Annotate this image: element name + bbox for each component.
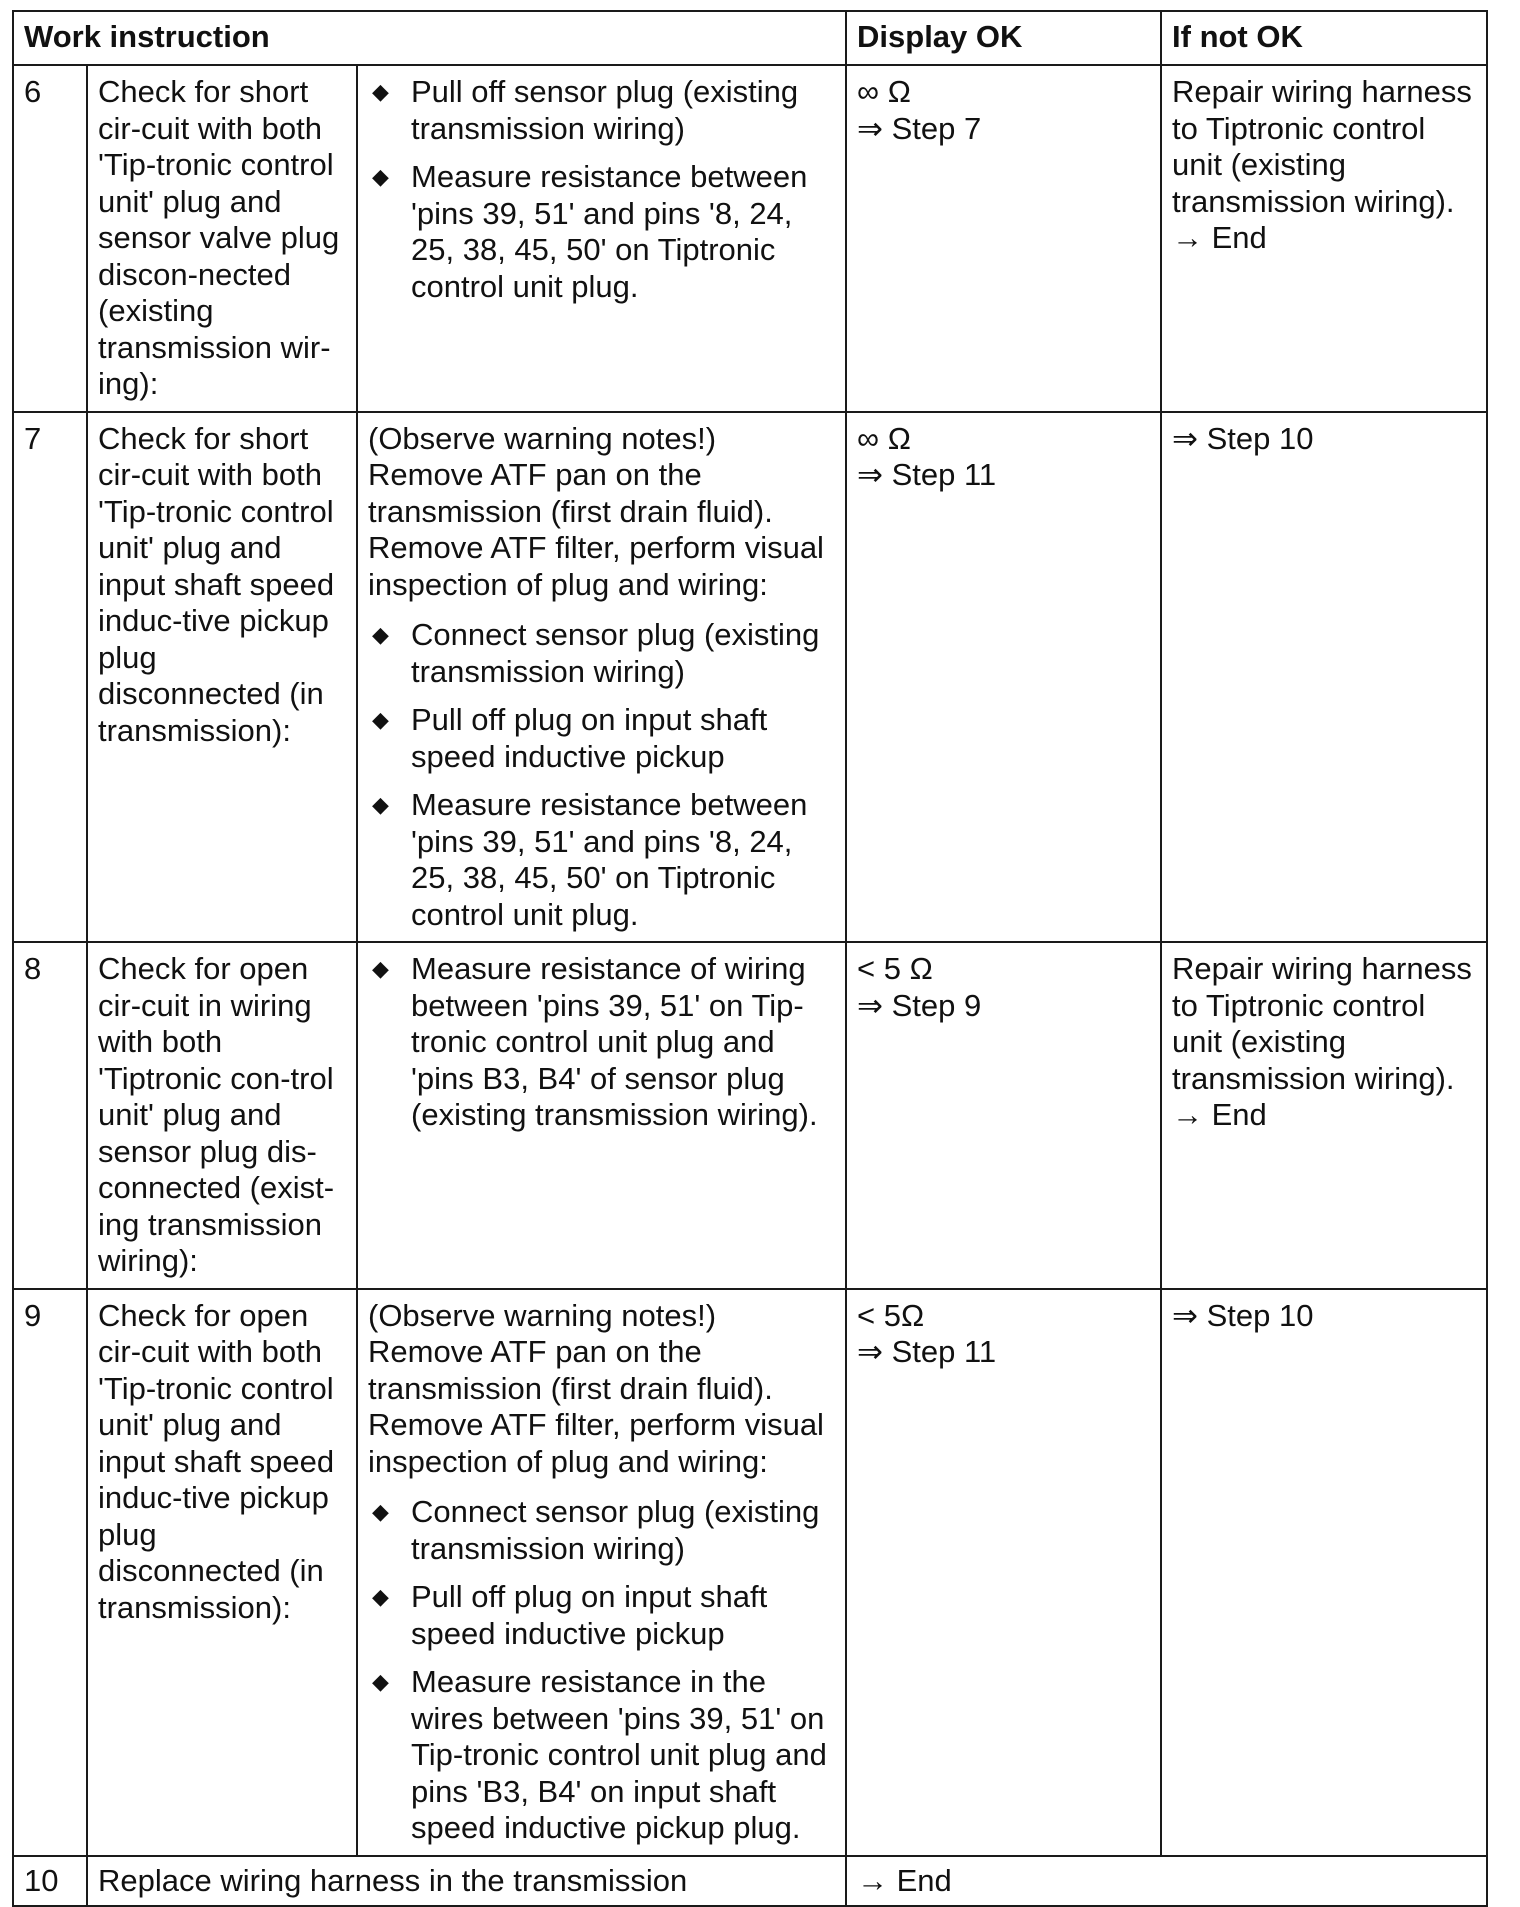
expected-value: < 5 Ω <box>857 951 933 986</box>
next-step: ⇒ Step 9 <box>857 987 982 1023</box>
check-description: Check for open cir-cuit with both 'Tip-tronic control unit' plug and input shaft speed induc-tive pickup plug disconnected (in transmission): <box>87 1289 357 1856</box>
table-row-step-8 <box>13 942 1487 1289</box>
table-row-step-10 <box>13 1856 1487 1907</box>
if-not-ok-cell <box>1161 412 1487 943</box>
measurement-procedure <box>357 412 846 943</box>
next-step: ⇒ Step 11 <box>857 1334 997 1369</box>
expected-value: ∞ Ω <box>857 420 911 456</box>
step-number: 9 <box>13 1289 87 1856</box>
check-description: Check for open cir-cuit in wiring with both 'Tiptronic con-trol unit' plug and sensor plug dis-connected (exist-ing transmission wiring): <box>87 942 357 1289</box>
next-step: ⇒ Step 11 <box>857 457 997 492</box>
table-row-step-7 <box>13 412 1487 943</box>
list-item: ◆ Measure resistance of wiring between 'pins 39, 51' on Tip-tronic control unit plug and 'pins B3, B4' of sensor plug (existing transmission wiring). <box>372 951 818 1132</box>
step-number: 10 <box>13 1856 87 1907</box>
next-step: ⇒ Step 10 <box>1172 1297 1314 1333</box>
diamond-bullet-icon: ◆ <box>372 1584 389 1609</box>
step-number: 8 <box>13 942 87 1289</box>
procedure-intro: (Observe warning notes!) Remove ATF pan on the transmission (first drain fluid). Remove ATF filter, perform visual inspection of plug and wiring: <box>368 1297 824 1479</box>
table-row-step-6 <box>13 65 1487 412</box>
corrective-action: Repair wiring harness to Tiptronic control unit (existing transmission wiring). <box>1172 74 1472 219</box>
header-display-ok: Display OK <box>846 11 1161 65</box>
diamond-bullet-icon: ◆ <box>372 622 389 647</box>
next-step: → End <box>1172 1097 1267 1132</box>
list-item: ◆ Measure resistance between 'pins 39, 51' and pins '8, 24, 25, 38, 45, 50' on Tiptronic control unit plug. <box>372 787 808 932</box>
list-item: ◆ Connect sensor plug (existing transmission wiring) <box>372 617 820 689</box>
list-item: ◆ Measure resistance between 'pins 39, 51' and pins '8, 24, 25, 38, 45, 50' on Tiptronic control unit plug. <box>372 159 808 304</box>
next-step: → End <box>1172 220 1267 255</box>
result-cell: → End <box>846 1856 1487 1907</box>
procedure-list <box>368 617 835 933</box>
check-description: Check for short cir-cuit with both 'Tip-tronic control unit' plug and sensor valve plug discon-nected (existing transmission wir-ing): <box>87 65 357 412</box>
expected-value: ∞ Ω <box>857 74 911 109</box>
list-item: ◆ Measure resistance in the wires between 'pins 39, 51' on Tip-tronic control unit plug and pins 'B3, B4' on input shaft speed inductive pickup plug. <box>372 1664 827 1845</box>
diamond-bullet-icon: ◆ <box>372 164 389 189</box>
header-work-instruction: Work instruction <box>13 11 846 65</box>
display-ok-cell <box>846 1289 1161 1856</box>
diamond-bullet-icon: ◆ <box>372 956 389 981</box>
list-item: ◆ Connect sensor plug (existing transmission wiring) <box>372 1494 820 1566</box>
procedure-list <box>368 1494 835 1847</box>
list-item: ◆ Pull off sensor plug (existing transmission wiring) <box>372 74 799 146</box>
if-not-ok-cell <box>1161 1289 1487 1856</box>
next-step: ⇒ Step 7 <box>857 110 982 146</box>
diamond-bullet-icon: ◆ <box>372 707 389 732</box>
measurement-procedure <box>357 1289 846 1856</box>
if-not-ok-cell <box>1161 65 1487 412</box>
check-description: Check for short cir-cuit with both 'Tip-tronic control unit' plug and input shaft speed induc-tive pickup plug disconnected (in transmission): <box>87 412 357 943</box>
procedure-list <box>368 951 835 1134</box>
table-header-row <box>13 11 1487 65</box>
corrective-action: Repair wiring harness to Tiptronic control unit (existing transmission wiring). <box>1172 951 1472 1096</box>
header-if-not-ok: If not OK <box>1161 11 1487 65</box>
procedure-intro: (Observe warning notes!) Remove ATF pan on the transmission (first drain fluid). Remove ATF filter, perform visual inspection of plug and wiring: <box>368 420 824 602</box>
measurement-procedure <box>357 942 846 1289</box>
diamond-bullet-icon: ◆ <box>372 1499 389 1524</box>
expected-value: < 5Ω <box>857 1297 925 1333</box>
diamond-bullet-icon: ◆ <box>372 792 389 817</box>
work-instruction-sheet <box>12 10 1486 1907</box>
step-number: 6 <box>13 65 87 412</box>
if-not-ok-cell <box>1161 942 1487 1289</box>
step-number: 7 <box>13 412 87 943</box>
table-row-step-9 <box>13 1289 1487 1856</box>
display-ok-cell <box>846 412 1161 943</box>
list-item: ◆ Pull off plug on input shaft speed inductive pickup <box>372 702 768 774</box>
diamond-bullet-icon: ◆ <box>372 1669 389 1694</box>
list-item: ◆ Pull off plug on input shaft speed inductive pickup <box>372 1579 768 1651</box>
display-ok-cell <box>846 942 1161 1289</box>
next-step: ⇒ Step 10 <box>1172 420 1314 456</box>
display-ok-cell <box>846 65 1161 412</box>
diamond-bullet-icon: ◆ <box>372 79 389 104</box>
work-instruction-table <box>12 10 1488 1907</box>
measurement-procedure <box>357 65 846 412</box>
instruction-text: Replace wiring harness in the transmission <box>87 1856 846 1907</box>
procedure-list <box>368 74 835 305</box>
